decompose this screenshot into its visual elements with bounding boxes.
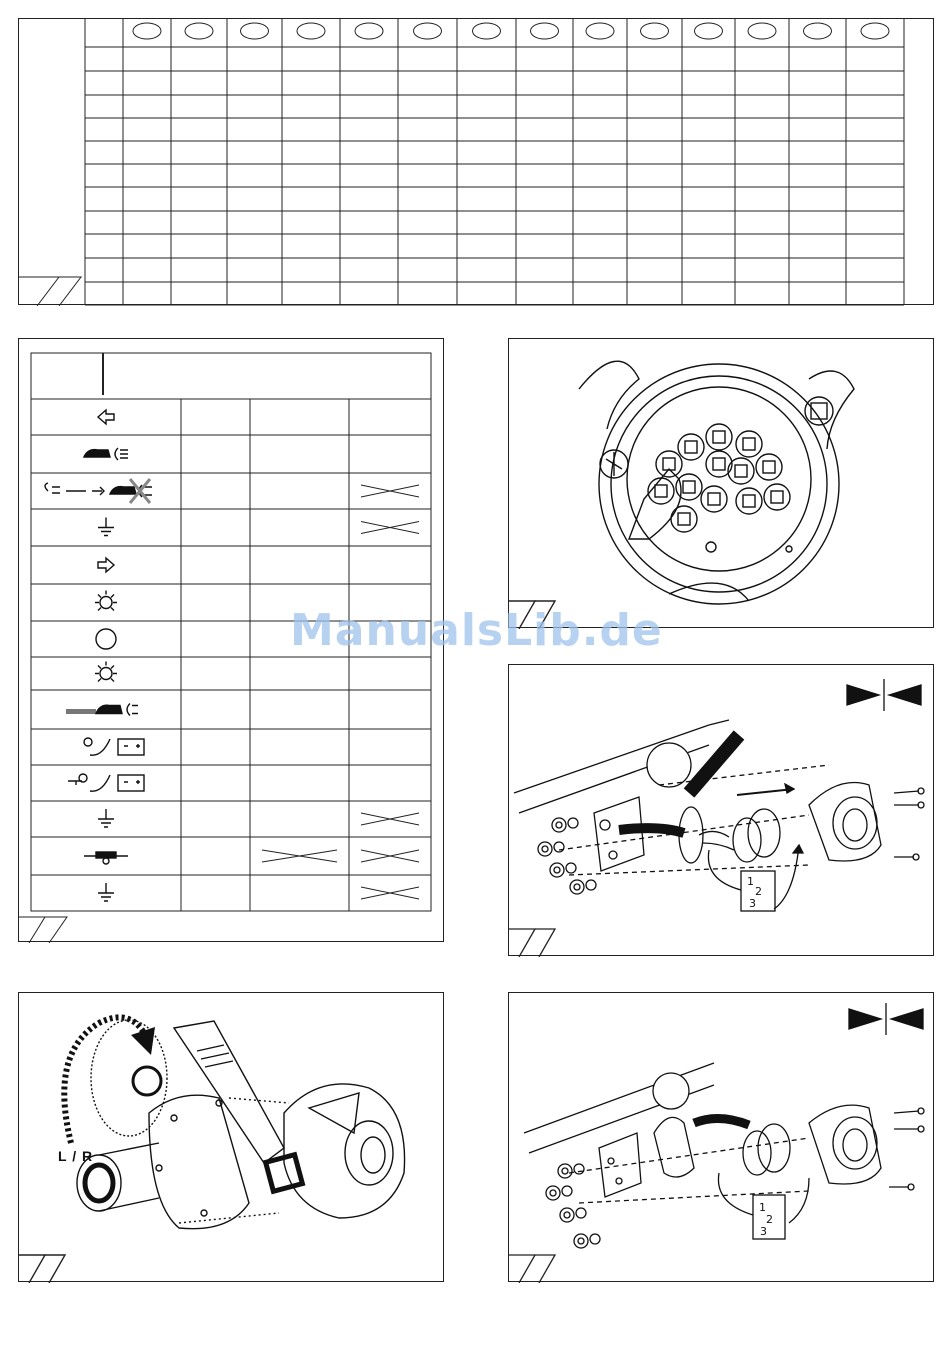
socket-mounting-diagram-panel-2: [508, 992, 934, 1282]
rotation-direction-label: L / R: [58, 1148, 94, 1164]
socket-rotation-illustration: [19, 993, 445, 1283]
reverse-car-icon: [66, 704, 138, 716]
pin-header-ellipse: [861, 23, 889, 39]
battery-charge-icon: [84, 738, 144, 755]
cross-mark: [361, 522, 419, 534]
socket-pin: [648, 478, 674, 504]
corner-notch: [509, 929, 535, 957]
socket-pin: [728, 458, 754, 484]
socket-pin: [676, 474, 702, 500]
pin-header-ellipse: [586, 23, 614, 39]
nut-hole: [578, 1238, 584, 1244]
washer: [568, 818, 578, 828]
socket-pin: [756, 454, 782, 480]
nut: [546, 1186, 560, 1200]
corner-notch: [19, 277, 59, 306]
pin-header-ellipse: [473, 23, 501, 39]
socket-mounting-diagram-panel-1: [508, 664, 934, 956]
socket-pin-contact: [735, 465, 747, 477]
socket-pin-contact: [708, 493, 720, 505]
socket-pin-contact: [771, 491, 783, 503]
watermark-text: ManualsLib.de: [290, 605, 663, 656]
nut-hole: [562, 1168, 568, 1174]
nut: [570, 880, 584, 894]
socket-pin-contact: [685, 441, 697, 453]
pin-header-ellipse: [185, 23, 213, 39]
lamp-icon: [95, 662, 117, 682]
washer: [574, 1164, 584, 1174]
ground-icon: [98, 809, 114, 827]
lamp-icon: [95, 591, 117, 611]
cross-mark: [361, 850, 419, 862]
nut-hole: [554, 867, 560, 873]
svg-text:1: 1: [759, 1201, 766, 1214]
corner-notch: [19, 917, 45, 943]
svg-text:1: 1: [747, 875, 754, 888]
svg-text:3: 3: [760, 1225, 767, 1238]
nut: [574, 1234, 588, 1248]
fog-light-disabled-icon: [45, 479, 152, 503]
svg-text:2: 2: [766, 1213, 773, 1226]
ignition-battery-icon: [68, 774, 144, 791]
socket-pin: [706, 424, 732, 450]
socket-pin: [656, 451, 682, 477]
pin-header-ellipse: [414, 23, 442, 39]
socket-pin: [736, 488, 762, 514]
washer: [590, 1234, 600, 1244]
socket-pin: [671, 506, 697, 532]
pin-header-ellipse: [133, 23, 161, 39]
socket-pin-contact: [713, 431, 725, 443]
press-together-icon: [847, 679, 921, 711]
socket-mounting-illustration-2: [509, 993, 935, 1283]
pin-header-ellipse: [297, 23, 325, 39]
cross-mark: [361, 887, 419, 899]
socket-pin: [678, 434, 704, 460]
svg-text:2: 2: [755, 885, 762, 898]
nut-hole: [574, 884, 580, 890]
nut-hole: [564, 1212, 570, 1218]
washer: [562, 1186, 572, 1196]
socket-pin-contact: [683, 481, 695, 493]
pin-header-ellipse: [355, 23, 383, 39]
nut: [538, 842, 552, 856]
socket-pin: [764, 484, 790, 510]
washer: [576, 1208, 586, 1218]
ground-icon: [98, 518, 114, 536]
socket-pin-contact: [713, 458, 725, 470]
socket-pin-contact: [655, 485, 667, 497]
circle-icon: [96, 629, 116, 649]
nut: [560, 1208, 574, 1222]
pin-assignment-table-panel: [18, 18, 934, 305]
pin-header-ellipse: [531, 23, 559, 39]
socket-pin: [736, 431, 762, 457]
corner-notch: [509, 1255, 535, 1283]
corner-notch: [19, 1255, 45, 1283]
cross-mark: [262, 850, 337, 862]
socket-mounting-illustration-1: [509, 665, 935, 957]
washer: [586, 880, 596, 890]
pin-header-ellipse: [748, 23, 776, 39]
socket-front-illustration: [509, 339, 935, 629]
sensor-icon: [84, 852, 128, 864]
washer: [566, 863, 576, 873]
socket-pin-contact: [763, 461, 775, 473]
washer: [554, 842, 564, 852]
pin-header-ellipse: [241, 23, 269, 39]
cross-mark: [361, 813, 419, 825]
arrow-left-icon: [98, 410, 114, 424]
press-together-icon: [849, 1003, 923, 1035]
socket-front-view-panel: [508, 338, 934, 628]
nut-hole: [542, 846, 548, 852]
nut: [550, 863, 564, 877]
socket-pin: [701, 486, 727, 512]
nut: [552, 818, 566, 832]
nut-hole: [550, 1190, 556, 1196]
svg-text:3: 3: [749, 897, 756, 910]
socket-pin-contact: [743, 495, 755, 507]
arrow-right-icon: [98, 558, 114, 572]
nut: [558, 1164, 572, 1178]
pin-header-ellipse: [695, 23, 723, 39]
socket-pin-contact: [743, 438, 755, 450]
pin-assignment-grid: [19, 19, 935, 306]
socket-rotation-diagram-panel: [18, 992, 444, 1282]
pin-header-ellipse: [804, 23, 832, 39]
socket-pin-contact: [678, 513, 690, 525]
nut-hole: [556, 822, 562, 828]
cross-mark: [361, 485, 419, 497]
ground-icon: [98, 883, 114, 901]
rear-fog-car-icon: [84, 448, 128, 460]
pin-header-ellipse: [641, 23, 669, 39]
